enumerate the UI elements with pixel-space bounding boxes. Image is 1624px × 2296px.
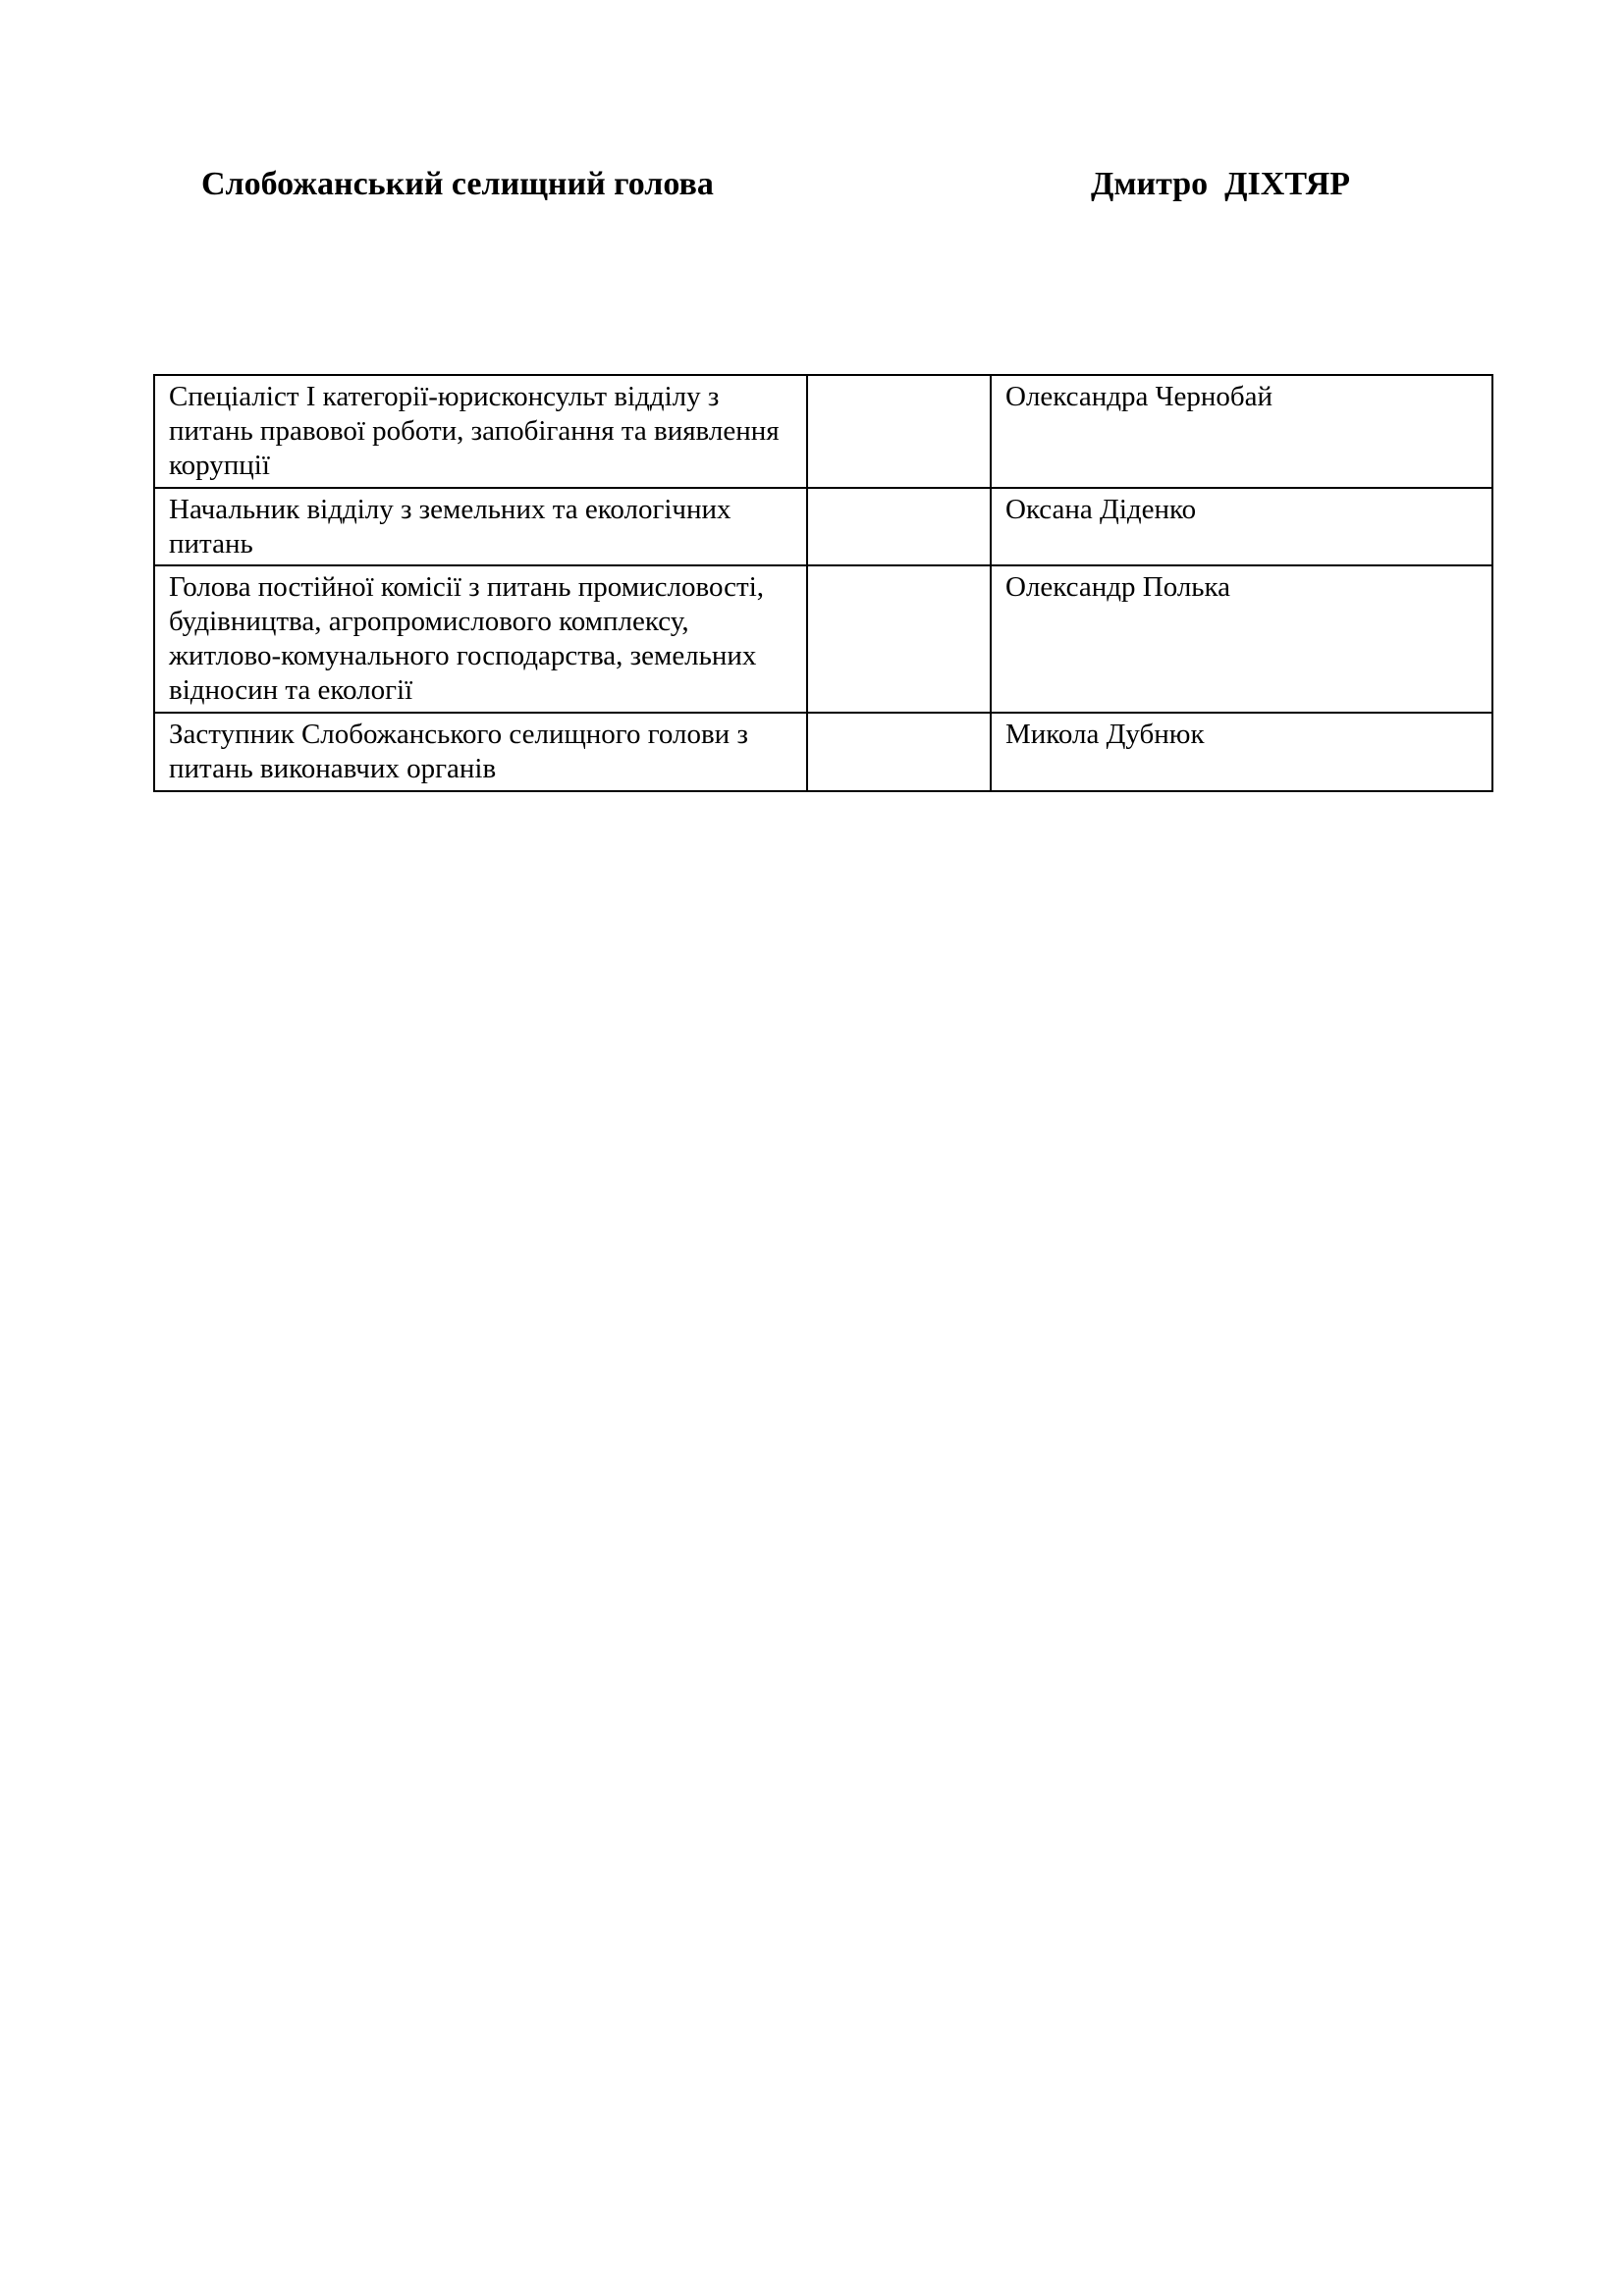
table-row (154, 488, 1492, 565)
signature-cell (807, 375, 991, 488)
signature-cell (807, 488, 991, 565)
approver-name: Олександра Чернобай (991, 375, 1492, 488)
head-signature-block (201, 165, 1409, 214)
signature-cell (807, 565, 991, 713)
signature-cell (807, 713, 991, 791)
approver-position: Заступник Слобожанського селищного голови з питань виконавчих органів (154, 713, 807, 791)
table-row (154, 375, 1492, 488)
approver-position: Спеціаліст І категорії-юрисконсульт відділу з питань правової роботи, запобігання та виявлення корупції (154, 375, 807, 488)
head-position: Слобожанський селищний голова (201, 166, 714, 202)
approver-position: Начальник відділу з земельних та екологічних питань (154, 488, 807, 565)
approver-name: Оксана Діденко (991, 488, 1492, 565)
approver-name: Микола Дубнюк (991, 713, 1492, 791)
approver-name: Олександр Полька (991, 565, 1492, 713)
approval-table (153, 374, 1493, 792)
table-row (154, 565, 1492, 713)
table-row (154, 713, 1492, 791)
head-name: Дмитро ДІХТЯР (1091, 166, 1351, 202)
approver-position: Голова постійної комісії з питань промисловості, будівництва, агропромислового комплексу, житлово-комунального господарства, земельних відносин та екології (154, 565, 807, 713)
